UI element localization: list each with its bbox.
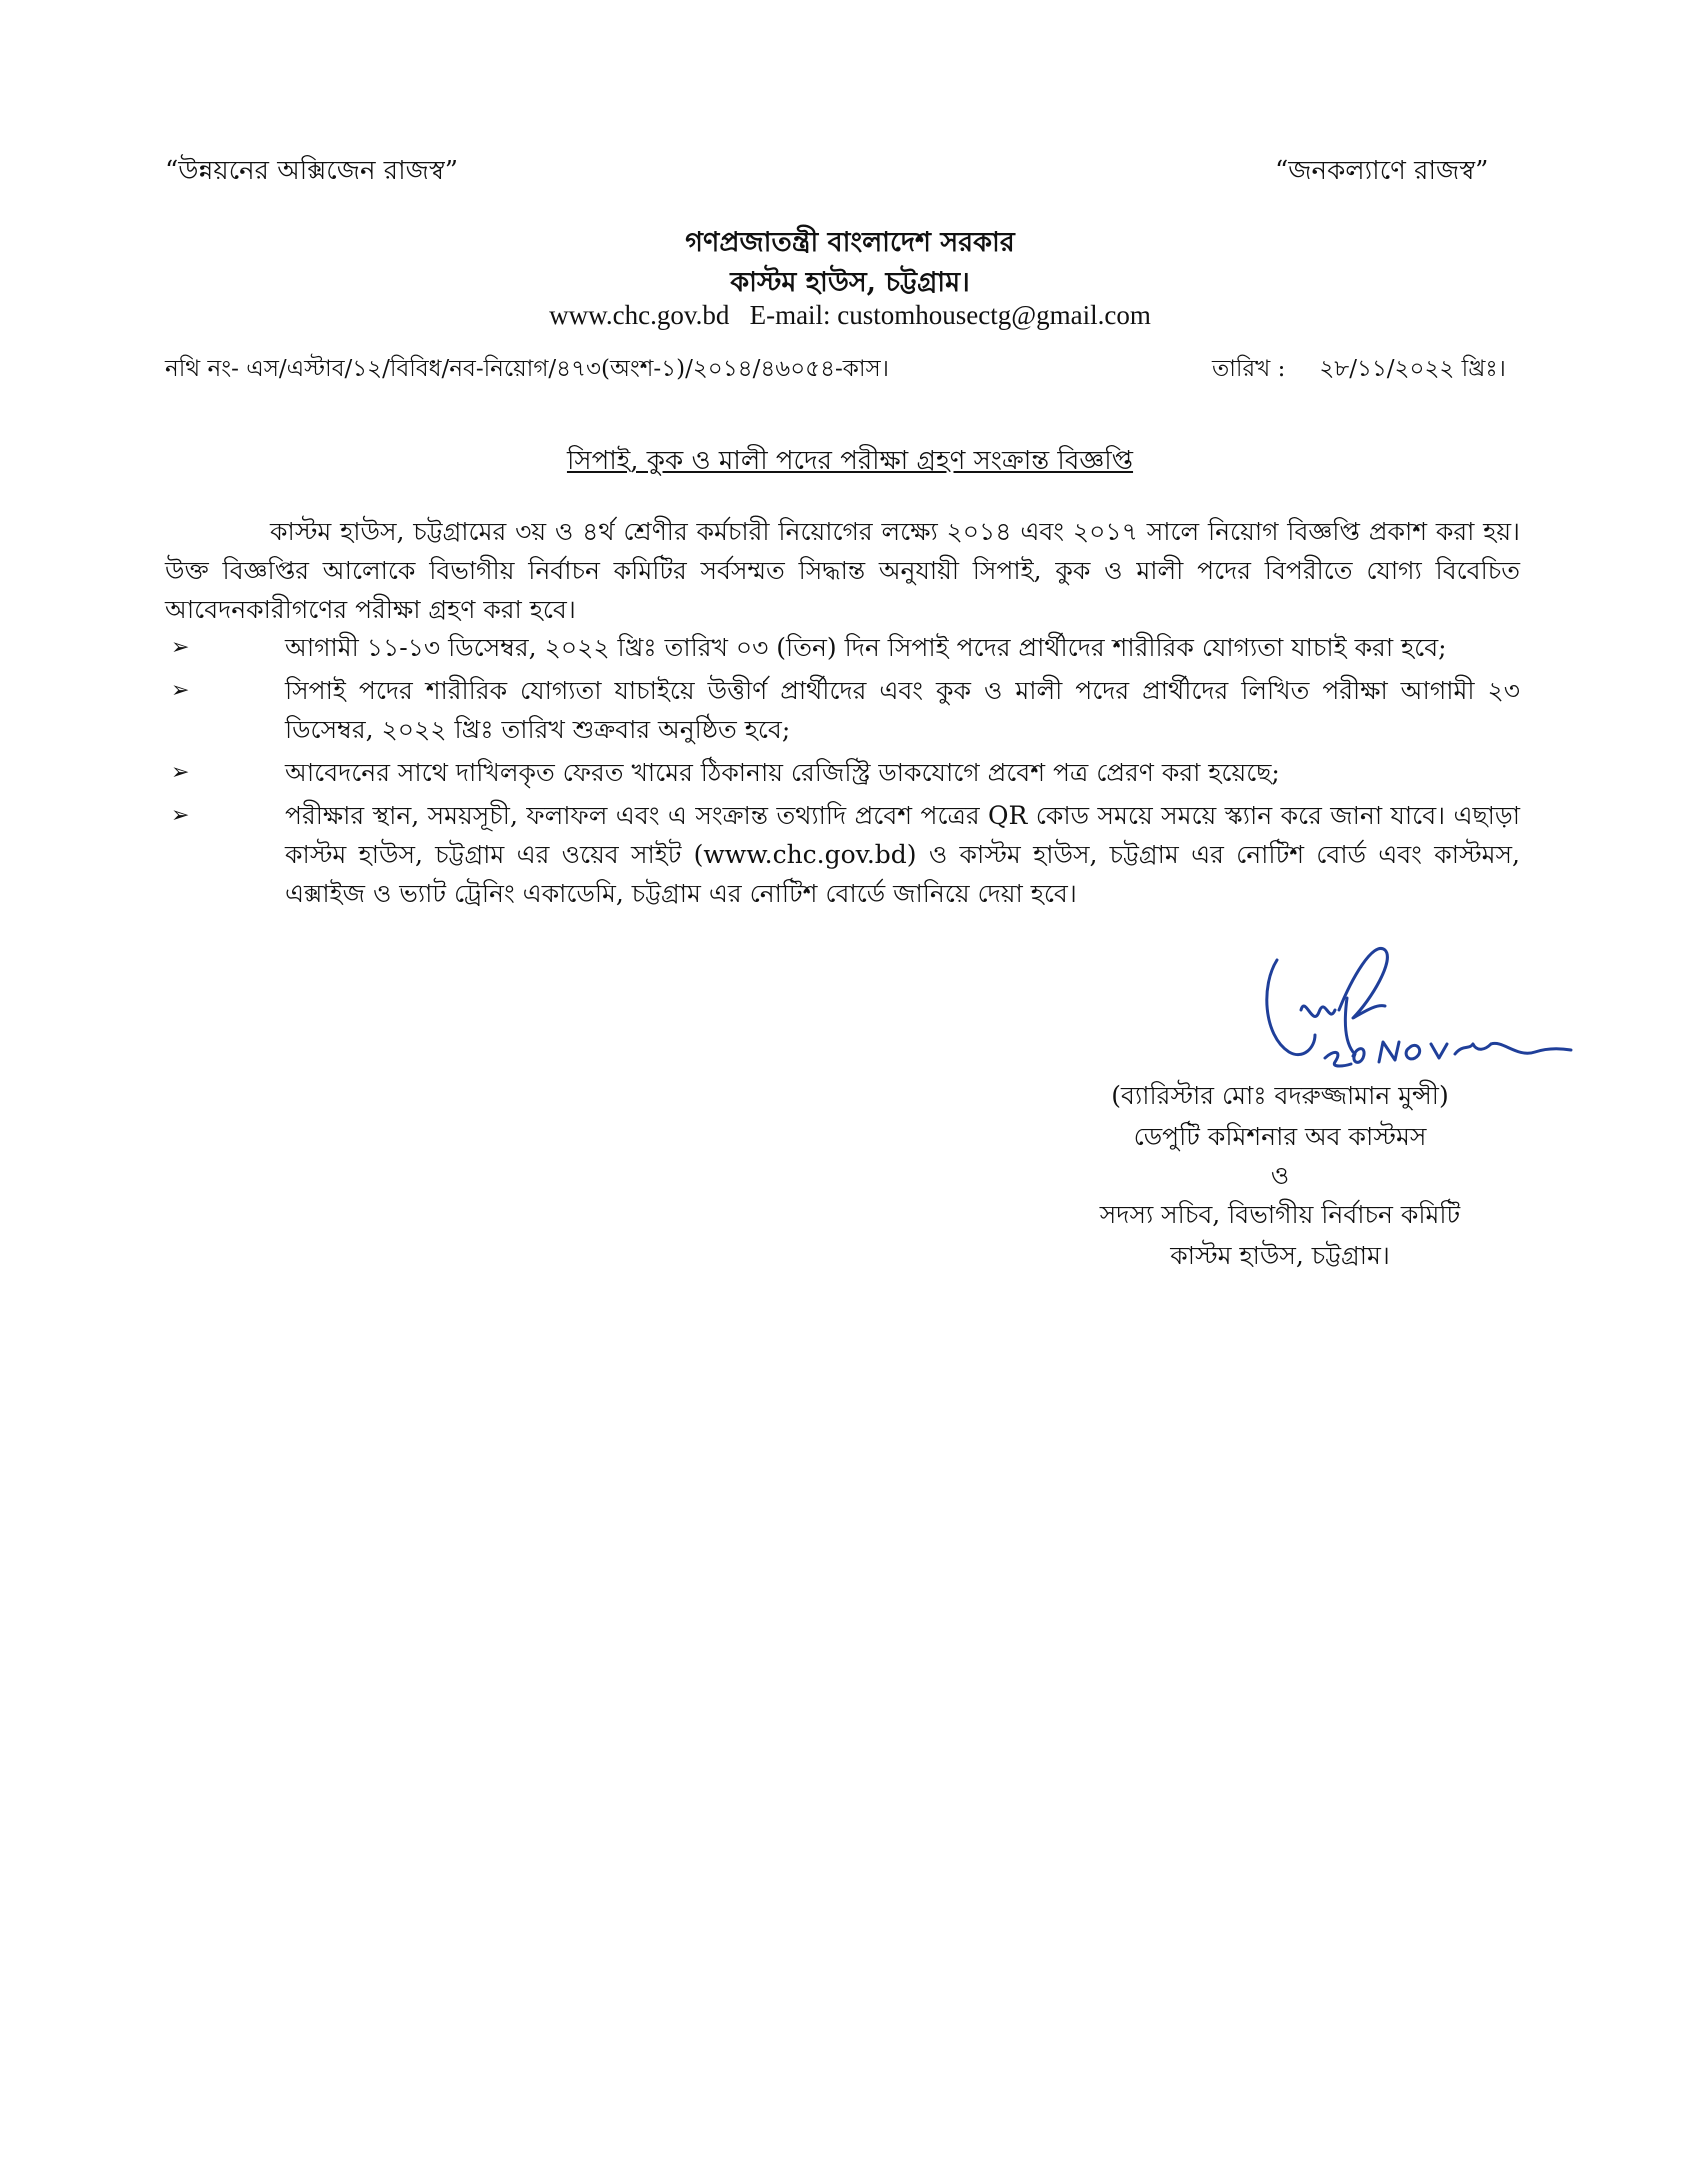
arrow-bullet-icon: ➢ (171, 635, 190, 660)
signatory-role: সদস্য সচিব, বিভাগীয় নির্বাচন কমিটি (1099, 1200, 1461, 1229)
arrow-bullet-icon: ➢ (171, 760, 190, 785)
list-item-text: আবেদনের সাথে দাখিলকৃত ফেরত খামের ঠিকানায় রেজিস্ট্রি ডাকযোগে প্রবেশ পত্র প্রেরণ করা হয়েছে; (285, 758, 1280, 787)
signatory-name: (ব্যারিস্টার মোঃ বদরুজ্জামান মুন্সী) (1111, 1081, 1449, 1110)
arrow-bullet-icon: ➢ (171, 803, 190, 828)
motto-left: “উন্নয়নের অক্সিজেন রাজস্ব” (165, 156, 459, 186)
instruction-list (165, 628, 1520, 916)
website-email-line: www.chc.gov.bd E-mail: customhousectg@gmail.com (549, 300, 1151, 330)
signatory-designation: ডেপুটি কমিশনার অব কাস্টমস (1133, 1122, 1427, 1151)
conjunction-text: ও (1270, 1161, 1290, 1190)
list-item (165, 796, 1520, 913)
body-paragraph: কাস্টম হাউস, চট্টগ্রামের ৩য় ও ৪র্থ শ্রেণীর কর্মচারী নিয়োগের লক্ষ্যে ২০১৪ এবং ২০১৭ সালে নিয়োগ বিজ্ঞপ্তি প্রকাশ করা হয়। উক্ত বিজ্ঞপ্তির আলোকে বিভাগীয় নির্বাচন কমিটির সর্বসম্মত সিদ্ধান্ত অনুযায়ী সিপাই, কুক ও মালী পদের বিপরীতে যোগ্য বিবেচিত আবেদনকারীগণের পরীক্ষা গ্রহণ করা হবে। (165, 517, 1520, 624)
list-item-text: আগামী ১১-১৩ ডিসেম্বর, ২০২২ খ্রিঃ তারিখ ০৩ (তিন) দিন সিপাই পদের প্রার্থীদের শারীরিক যোগ্যতা যাচাই করা হবে; (285, 633, 1447, 662)
list-item-text: সিপাই পদের শারীরিক যোগ্যতা যাচাইয়ে উত্তীর্ণ প্রার্থীদের এবং কুক ও মালী পদের প্রার্থীদের লিখিত পরীক্ষা আগামী ২৩ ডিসেম্বর, ২০২২ খ্রিঃ তারিখ শুক্রবার অনুষ্ঠিত হবে; (285, 676, 1520, 744)
signature-block (1060, 1075, 1500, 1276)
government-title: গণপ্রজাতন্ত্রী বাংলাদেশ সরকার (685, 227, 1015, 258)
memo-number: নথি নং- এস/এস্টাব/১২/বিবিধ/নব-নিয়োগ/৪৭৩(অংশ-১)/২০১৪/৪৬০৫৪-কাস। (165, 356, 889, 382)
date-value: ২৮/১১/২০২২ খ্রিঃ। (1319, 356, 1506, 382)
signature-icon (1255, 940, 1575, 1080)
list-item (165, 628, 1520, 667)
signatory-office: কাস্টম হাউস, চট্টগ্রাম। (1170, 1241, 1390, 1270)
notice-subject: সিপাই, কুক ও মালী পদের পরীক্ষা গ্রহণ সংক্রান্ত বিজ্ঞপ্তি (566, 446, 1134, 476)
office-title: কাস্টম হাউস, চট্টগ্রাম। (730, 267, 970, 298)
arrow-bullet-icon: ➢ (171, 678, 190, 703)
list-item-text: পরীক্ষার স্থান, সময়সূচী, ফলাফল এবং এ সংক্রান্ত তথ্যাদি প্রবেশ পত্রের QR কোড সময়ে সময়ে স্ক্যান করে জানা যাবে। এছাড়া কাস্টম হাউস, চট্টগ্রাম এর ওয়েব সাইট (www.chc.gov.bd) ও কাস্টম হাউস, চট্টগ্রাম এর নোটিশ বোর্ড এবং কাস্টমস, এক্সাইজ ও ভ্যাট ট্রেনিং একাডেমি, চট্টগ্রাম এর নোটিশ বোর্ডে জানিয়ে দেয়া হবে। (285, 801, 1520, 908)
list-item (165, 671, 1520, 749)
date-label: তারিখ : (1212, 356, 1286, 382)
list-item (165, 753, 1520, 792)
date-line (1212, 350, 1506, 389)
motto-right: “জনকল্যাণে রাজস্ব” (1275, 156, 1489, 186)
handwritten-signature (1255, 940, 1575, 1080)
